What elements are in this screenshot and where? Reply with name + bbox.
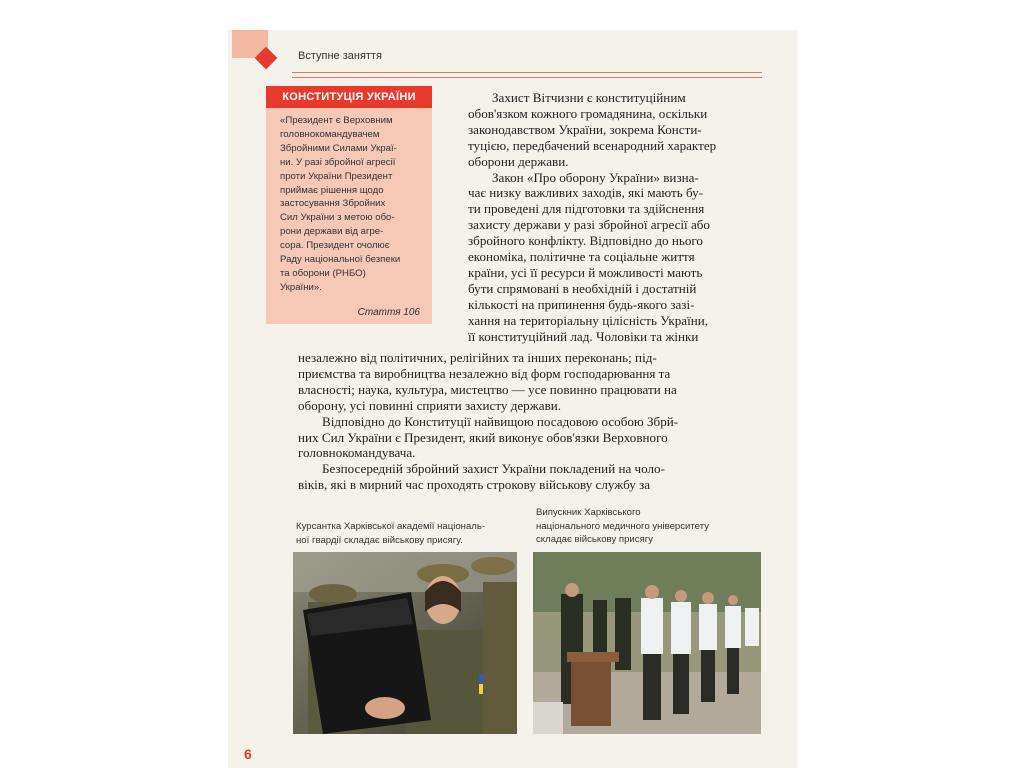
- quote-line: Сил України з метою обо-: [280, 212, 395, 224]
- header-rule: [292, 72, 762, 78]
- paragraph-line: головнокомандувача.: [298, 445, 416, 461]
- quote-line: ни. У разі збройної агресії: [280, 156, 396, 168]
- article-right-column: [468, 90, 762, 345]
- quote-line: Збройними Силами Украї-: [280, 142, 397, 154]
- paragraph-line: Відповідно до Конституції найвищою посадовою особою Збрй-: [322, 413, 679, 429]
- paragraph-line: Захист Вітчизни є конституційним: [492, 90, 686, 105]
- cadet-oath-photo: [293, 552, 517, 734]
- paragraph-line: захисту держави у разі збройної агресії або: [468, 217, 710, 233]
- figure-2-caption: [536, 506, 766, 547]
- paragraph-line: обов'язком кожного громадянина, оскільки: [468, 105, 708, 121]
- running-title: Вступне заняття: [298, 50, 382, 62]
- sidebar-title: КОНСТИТУЦІЯ УКРАЇНИ: [266, 86, 432, 108]
- paragraph-line: них Сил України є Президент, який виконує обов'язки Верховного: [298, 429, 668, 445]
- paragraph-line: оборону, усі повинні сприяти захисту держави.: [298, 397, 562, 413]
- quote-line: приймає рішення щодо: [280, 184, 384, 196]
- quote-line: головнокомандувачем: [280, 128, 380, 140]
- caption-line: складає військову присягу: [536, 534, 654, 545]
- caption-line: ної гвардії складає військову присягу.: [296, 534, 463, 546]
- quote-line: Раду національної безпеки: [280, 254, 401, 266]
- figure-1-caption: [296, 520, 520, 547]
- quote-line: «Президент є Верховним: [280, 115, 393, 126]
- paragraph-line: власності; наука, культура, мистецтво — усе повинно працювати на: [298, 381, 677, 397]
- paragraph-line: приємства та виробництва незалежно від форм господарювання та: [298, 365, 671, 381]
- paragraph-line: кількості на припинення будь-якого зазі-: [468, 296, 695, 312]
- paragraph-line: Безпосередній збройний захист України покладений на чоло-: [322, 461, 665, 477]
- sidebar-quote: [266, 108, 432, 295]
- sidebar-source: Стаття 106: [357, 307, 420, 318]
- paragraph-line: економіка, політичне та соціальне життя: [468, 249, 695, 265]
- paragraph-line: оборони держави.: [468, 153, 569, 169]
- paragraph-line: туцією, передбачений всенародний характер: [468, 137, 717, 153]
- paragraph-line: збройного конфлікту. Відповідно до нього: [468, 233, 703, 249]
- textbook-page: [228, 30, 798, 768]
- caption-line: Курсантка Харківської академії національ-: [296, 521, 486, 532]
- quote-line: сора. Президент очолює: [280, 240, 390, 252]
- paragraph-line: хання на територіальну цілісність України,: [468, 312, 709, 328]
- paragraph-line: віків, які в мирний час проходять строкову військову службу за: [298, 477, 651, 493]
- constitution-sidebar: [266, 86, 432, 324]
- paragraph-line: її конституційний лад. Чоловіки та жінки: [468, 328, 699, 344]
- quote-line: та оборони (РНБО): [280, 267, 366, 279]
- caption-line: Випускник Харківського: [536, 507, 641, 518]
- quote-line: проти України Президент: [280, 170, 393, 182]
- quote-line: рони держави від агре-: [280, 226, 384, 238]
- paragraph-line: незалежно від політичних, релігійних та інших переконань; під-: [298, 350, 657, 365]
- paragraph-line: бути спрямовані в необхідній і достатній: [468, 280, 697, 296]
- paragraph-line: ти проведені для підготовки та здійснення: [468, 201, 705, 217]
- paragraph-line: Закон «Про оборону України» визна-: [492, 169, 699, 185]
- quote-line: застосування Збройних: [280, 198, 386, 210]
- paragraph-line: країни, усі її ресурси й можливості мають: [468, 264, 703, 280]
- paragraph-line: законодавством України, зокрема Консти-: [468, 121, 702, 137]
- graduate-oath-photo: [533, 552, 761, 734]
- article-full-width: [298, 350, 762, 493]
- page-number: 6: [244, 746, 252, 762]
- caption-line: національного медичного університету: [536, 520, 709, 532]
- paragraph-line: чає низку важливих заходів, які мають бу-: [468, 185, 704, 201]
- quote-line: України».: [280, 281, 322, 293]
